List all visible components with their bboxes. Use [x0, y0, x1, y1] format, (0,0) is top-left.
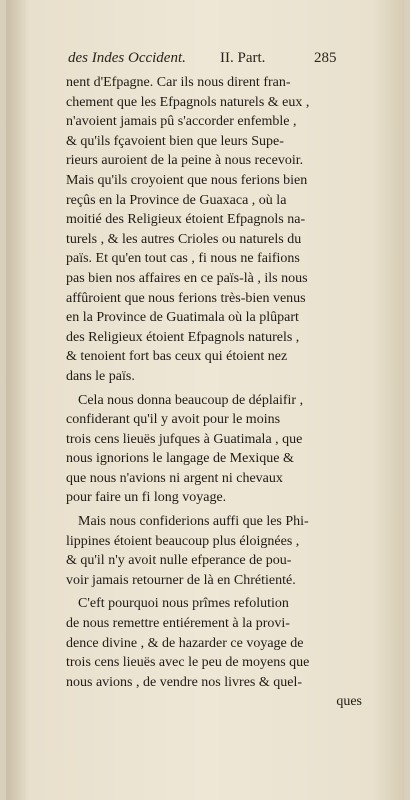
- text-line: nous avions , de vendre nos livres & quel-: [66, 674, 303, 690]
- text-line: reçûs en la Province de Guaxaca , où la: [66, 192, 287, 208]
- text-line: de nous remettre entiérement à la provi-: [66, 616, 290, 632]
- text-line: Cela nous donna beaucoup de déplaifir ,: [78, 392, 304, 408]
- text-line: en la Province de Guatimala où la plûpart: [66, 310, 299, 326]
- text-line: lippines étoient beaucoup plus éloignées ,: [66, 533, 300, 549]
- text-line: dence divine , & de hazarder ce voyage de: [66, 635, 304, 651]
- text-line: que nous n'avions ni argent ni chevaux: [66, 470, 283, 486]
- text-line: moitié des Religieux étoient Efpagnols na-: [66, 212, 306, 228]
- text-line: turels , & les autres Crioles ou naturels du: [66, 231, 302, 247]
- running-title: des Indes Occident.: [68, 50, 186, 66]
- page-number: 285: [314, 50, 337, 66]
- text-line: dans le païs.: [66, 368, 135, 384]
- text-line: affûroient que nous ferions très-bien venus: [66, 290, 306, 306]
- text-line: nent d'Efpagne. Car ils nous dirent fran-: [66, 75, 291, 90]
- text-line: n'avoient jamais pû s'accorder enfemble ,: [66, 114, 297, 130]
- text-line: nous ignorions le langage de Mexique &: [66, 451, 294, 467]
- text-line: rieurs auroient de la peine à nous recevoir.: [66, 153, 304, 169]
- text-line: trois cens lieuës jufques à Guatimala , que: [66, 431, 303, 447]
- running-header: [62, 50, 362, 70]
- text-line: pas bien nos affaires en ce païs-là , ils nous: [66, 270, 308, 286]
- body-text: [66, 73, 362, 712]
- text-line: voir jamais retourner de là en Chrétienté.: [66, 572, 296, 588]
- text-line: & qu'ils fçavoient bien que leurs Supe-: [66, 133, 284, 149]
- text-line: C'eft pourquoi nous prîmes refolution: [78, 596, 289, 612]
- text-line: des Religieux étoient Efpagnols naturels ,: [66, 329, 300, 345]
- text-line: confiderant qu'il y avoit pour le moins: [66, 412, 281, 428]
- part-label: II. Part.: [220, 50, 266, 66]
- book-page: [6, 0, 404, 800]
- text-line: pour faire un fi long voyage.: [66, 490, 227, 506]
- text-line: & tenoient fort bas ceux qui étoient nez: [66, 349, 288, 365]
- text-line: païs. Et qu'en tout cas , fi nous ne faifions: [66, 251, 300, 267]
- text-line: Mais nous confiderions auffi que les Phi-: [78, 514, 309, 530]
- text-line: ques: [336, 694, 362, 710]
- text-line: Mais qu'ils croyoient que nous ferions bien: [66, 172, 308, 188]
- text-line: trois cens lieuës avec le peu de moyens que: [66, 655, 310, 671]
- text-line: chement que les Efpagnols naturels & eux ,: [66, 94, 310, 110]
- text-line: & qu'il n'y avoit nulle efperance de pou-: [66, 553, 292, 569]
